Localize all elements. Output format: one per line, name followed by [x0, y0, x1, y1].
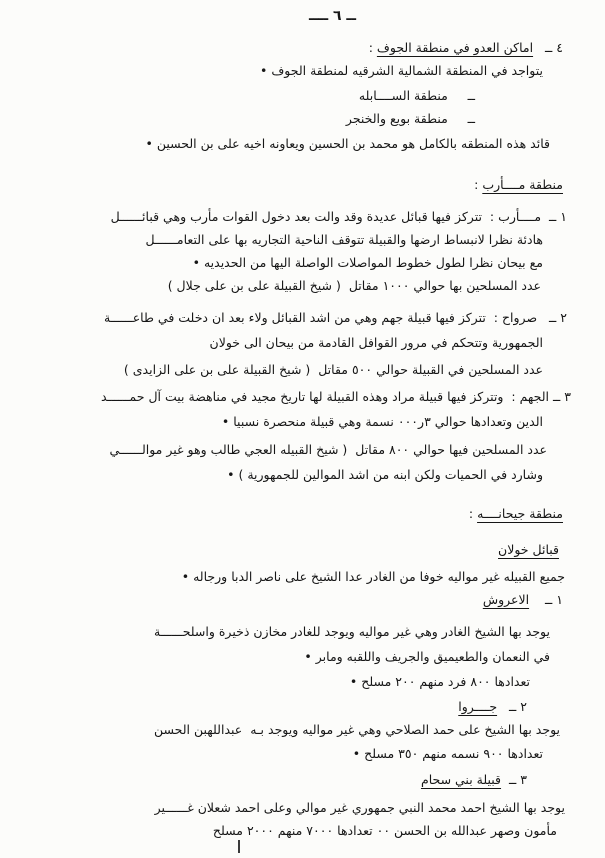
text-line: [0, 274, 605, 297]
text-segment: عدد المسلحين فيها حوالي ٨٠٠ مقاتل ( شيخ القبيله العجي طالب وهو غير موالــــــي: [109, 442, 547, 457]
text-segment: مع بيحان نظرا لطول خطوط المواصلات الواصلة اليها من الحديديه •: [192, 255, 543, 270]
text-line: [0, 410, 605, 433]
text-segment: تعدادها ٩٠٠ نسمه منهم ٣٥٠ مسلح •: [352, 746, 543, 761]
text-line: [0, 251, 605, 274]
text-line: [0, 768, 605, 791]
underlined-text: منطقة مــــأرب: [482, 177, 563, 192]
text-line: [0, 228, 605, 251]
text-line: [0, 645, 605, 668]
text-segment: ١ ــ مــــأرب : تتركز فيها قبائل عديدة وقد والت بعد دخول القوات مأرب وهي قبائــــــل: [110, 209, 567, 224]
text-line: [0, 695, 605, 718]
text-segment: يوجد بها الشيخ الغادر وهي غير مواليه ويوجد للغادر مخازن ذخيرة واسلحــــــة: [154, 624, 550, 639]
text-line: [0, 36, 605, 59]
text-segment: :: [474, 177, 483, 192]
text-segment: ــ منطقة بويع والخنجر: [345, 111, 475, 126]
text-line: [0, 358, 605, 381]
text-line: [0, 742, 605, 765]
text-line: [0, 502, 605, 525]
text-segment: ٣ ــ: [501, 772, 527, 787]
text-segment: :: [368, 40, 377, 55]
text-segment: مأمون وصهر عبدالله بن الحسن ٠٠ تعدادها ٧٠٠٠ منهم ٢٠٠٠ مسلح: [212, 823, 557, 838]
text-line: [0, 670, 605, 693]
text-line: [0, 331, 605, 354]
page-number: ــ ٦ ــــ: [308, 8, 356, 24]
text-segment: تعدادها ٨٠٠ فرد منهم ٢٠٠ مسلح •: [349, 674, 530, 689]
text-segment: وشارد في الحميات ولكن ابنه من اشد الموالين للجمهورية ) •: [227, 467, 543, 482]
text-segment: هادئة نظرا لانبساط ارضها والقبيلة تتوقف الناحية التجاريه بها على التعامــــــل: [145, 232, 543, 247]
text-segment: يوجد بها الشيخ على حمد الصلاحي وهي غير مواليه ويوجد بـه عبداللهبن الحسن: [154, 722, 560, 737]
text-line: [0, 588, 605, 611]
document-body: [0, 36, 605, 842]
text-line: [0, 107, 605, 130]
text-line: [0, 565, 605, 588]
text-line: [0, 620, 605, 643]
text-segment: قائد هذه المنطقه بالكامل هو محمد بن الحسين ويعاونه اخيه على بن الحسين •: [145, 136, 550, 151]
text-line: [0, 59, 605, 82]
text-segment: ٢ ــ صرواح : تتركز فيها قبيلة جهم وهي من اشد القبائل ولاء بعد ان دخلت في طاعــــــة: [104, 310, 567, 325]
text-segment: عدد المسلحين بها حوالي ١٠٠٠ مقاتل ( شيخ القبيلة على بن على جلال ): [167, 278, 541, 293]
text-line: [0, 385, 605, 408]
text-segment: يوجد بها الشيخ احمد محمد النبي جمهوري غير موالي وعلى احمد شعلان غــــــير: [154, 800, 565, 815]
underlined-text: قبيلة بني سحام: [420, 772, 502, 787]
text-line: [0, 205, 605, 228]
text-segment: يتواجد في المنطقة الشمالية الشرقيه لمنطقة الجوف •: [260, 63, 543, 78]
text-segment: ٤ ــ: [533, 40, 563, 55]
underlined-text: الاعروش: [482, 592, 530, 607]
text-line: [0, 173, 605, 196]
text-line: [0, 538, 605, 561]
text-line: [0, 84, 605, 107]
text-segment: ــ منطقة الســــابله: [358, 88, 475, 103]
text-line: [0, 819, 605, 842]
underlined-text: جــــروا: [458, 699, 498, 714]
scan-artifact-mark: [238, 840, 240, 853]
text-segment: جميع القبيله غير مواليه خوفا من الغادر عدا الشيخ على ناصر الدبا ورجاله •: [181, 569, 565, 584]
underlined-text: منطقة جيحانــــه: [477, 506, 563, 521]
text-segment: ٢ ــ: [497, 699, 527, 714]
text-line: [0, 718, 605, 741]
text-line: [0, 463, 605, 486]
text-segment: الدين وتعدادها حوالي ٣ر٠٠٠ نسمة وهي قبيلة منحصرة نسبيا •: [221, 414, 543, 429]
text-segment: :: [468, 506, 478, 521]
text-line: [0, 796, 605, 819]
text-line: [0, 132, 605, 155]
text-segment: ١ ــ: [529, 592, 563, 607]
text-segment: في النعمان والطعيميق والجريف واللقبه ومابر •: [304, 649, 550, 664]
text-line: [0, 306, 605, 329]
text-segment: ٣ ــ الجهم : وتتركز فيها قبيلة مراد وهذه القبيلة لها تاريخ مجيد في مناهضة بيت آل حمــــــد: [101, 389, 571, 404]
underlined-text: قبائل خولان: [498, 542, 559, 557]
underlined-text: اماكن العدو في منطقة الجوف: [376, 40, 534, 55]
text-segment: الجمهورية وتتحكم في مرور القوافل القادمة من بيحان الى خولان: [209, 335, 543, 350]
text-segment: عدد المسلحين في القبيلة حوالي ٥٠٠ مقاتل ( شيخ القبيلة على بن على الزايدى ): [123, 362, 543, 377]
text-line: [0, 438, 605, 461]
